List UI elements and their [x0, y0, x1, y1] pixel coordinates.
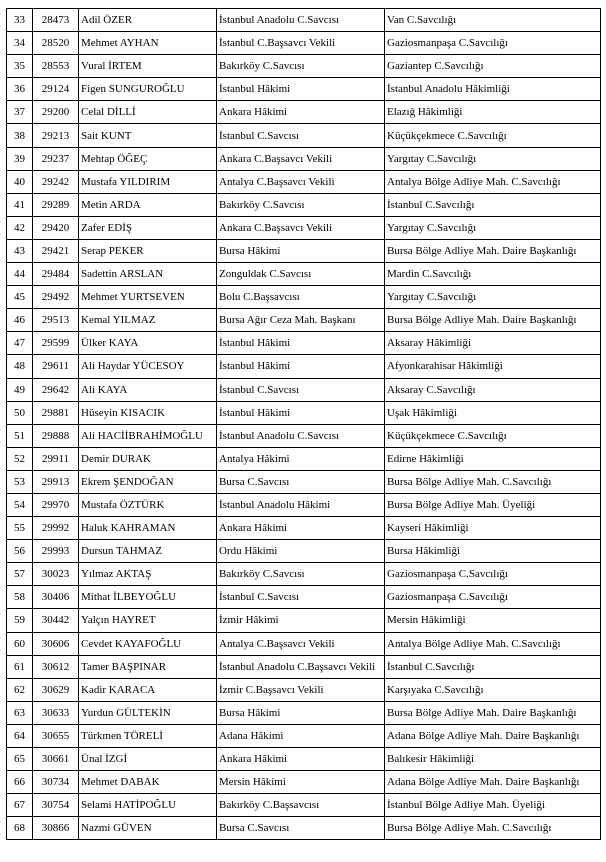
- person-name: Metin ARDA: [79, 193, 217, 216]
- current-position: Bursa Ağır Ceza Mah. Başkanı: [217, 309, 385, 332]
- row-number: 43: [7, 239, 33, 262]
- table-row: [7, 447, 601, 470]
- current-position: Bakırköy C.Savcısı: [217, 563, 385, 586]
- table-row: [7, 724, 601, 747]
- person-name: Ülker KAYA: [79, 332, 217, 355]
- row-number: 34: [7, 32, 33, 55]
- new-position: Antalya Bölge Adliye Mah. C.Savcılığı: [385, 632, 601, 655]
- person-name: Figen SUNGUROĞLU: [79, 78, 217, 101]
- person-name: Yalçın HAYRET: [79, 609, 217, 632]
- person-name: Mehmet AYHAN: [79, 32, 217, 55]
- new-position: Elazığ Hâkimliği: [385, 101, 601, 124]
- current-position: İstanbul C.Savcısı: [217, 586, 385, 609]
- new-position: İstanbul Anadolu Hâkimliği: [385, 78, 601, 101]
- table-row: [7, 401, 601, 424]
- current-position: Bursa C.Savcısı: [217, 817, 385, 840]
- person-name: Mithat İLBEYOĞLU: [79, 586, 217, 609]
- current-position: Mersin Hâkimi: [217, 771, 385, 794]
- appointment-table: [6, 8, 601, 840]
- person-name: Yılmaz AKTAŞ: [79, 563, 217, 586]
- current-position: İstanbul Hâkimi: [217, 355, 385, 378]
- current-position: Adana Hâkimi: [217, 724, 385, 747]
- person-name: Zafer EDİŞ: [79, 216, 217, 239]
- person-name: Celal DİLLİ: [79, 101, 217, 124]
- new-position: İstanbul C.Savcılığı: [385, 193, 601, 216]
- table-row: [7, 78, 601, 101]
- new-position: Küçükçekmece C.Savcılığı: [385, 424, 601, 447]
- new-position: Bursa Bölge Adliye Mah. Daire Başkanlığı: [385, 701, 601, 724]
- current-position: İstanbul Hâkimi: [217, 332, 385, 355]
- current-position: İstanbul Anadolu C.Savcısı: [217, 424, 385, 447]
- person-name: Mustafa ÖZTÜRK: [79, 493, 217, 516]
- new-position: Balıkesir Hâkimliği: [385, 748, 601, 771]
- new-position: Bursa Bölge Adliye Mah. C.Savcılığı: [385, 470, 601, 493]
- current-position: Ordu Hâkimi: [217, 540, 385, 563]
- row-number: 62: [7, 678, 33, 701]
- current-position: İstanbul Anadolu C.Başsavcı Vekili: [217, 655, 385, 678]
- row-number: 44: [7, 263, 33, 286]
- table-row: [7, 609, 601, 632]
- registry-number: 29599: [33, 332, 79, 355]
- person-name: Türkmen TÖRELİ: [79, 724, 217, 747]
- current-position: Bursa C.Savcısı: [217, 470, 385, 493]
- person-name: Cevdet KAYAFOĞLU: [79, 632, 217, 655]
- registry-number: 30629: [33, 678, 79, 701]
- new-position: Yargıtay C.Savcılığı: [385, 286, 601, 309]
- row-number: 48: [7, 355, 33, 378]
- row-number: 56: [7, 540, 33, 563]
- row-number: 68: [7, 817, 33, 840]
- registry-number: 30661: [33, 748, 79, 771]
- row-number: 50: [7, 401, 33, 424]
- row-number: 37: [7, 101, 33, 124]
- registry-number: 29911: [33, 447, 79, 470]
- table-row: [7, 678, 601, 701]
- new-position: Karşıyaka C.Savcılığı: [385, 678, 601, 701]
- registry-number: 29213: [33, 124, 79, 147]
- person-name: Ali HACİİBRAHİMOĞLU: [79, 424, 217, 447]
- row-number: 67: [7, 794, 33, 817]
- registry-number: 29513: [33, 309, 79, 332]
- person-name: Tamer BAŞPINAR: [79, 655, 217, 678]
- new-position: Adana Bölge Adliye Mah. Daire Başkanlığı: [385, 771, 601, 794]
- table-row: [7, 493, 601, 516]
- new-position: Antalya Bölge Adliye Mah. C.Savcılığı: [385, 170, 601, 193]
- new-position: Bursa Bölge Adliye Mah. Üyeliği: [385, 493, 601, 516]
- row-number: 42: [7, 216, 33, 239]
- row-number: 49: [7, 378, 33, 401]
- table-row: [7, 101, 601, 124]
- new-position: Adana Bölge Adliye Mah. Daire Başkanlığı: [385, 724, 601, 747]
- table-row: [7, 32, 601, 55]
- registry-number: 29881: [33, 401, 79, 424]
- row-number: 65: [7, 748, 33, 771]
- registry-number: 30406: [33, 586, 79, 609]
- row-number: 38: [7, 124, 33, 147]
- row-number: 39: [7, 147, 33, 170]
- table-body: [7, 9, 601, 840]
- row-number: 52: [7, 447, 33, 470]
- new-position: İstanbul Bölge Adliye Mah. Üyeliği: [385, 794, 601, 817]
- row-number: 60: [7, 632, 33, 655]
- row-number: 35: [7, 55, 33, 78]
- new-position: Bursa Hâkimliği: [385, 540, 601, 563]
- registry-number: 30023: [33, 563, 79, 586]
- person-name: Sadettin ARSLAN: [79, 263, 217, 286]
- registry-number: 28520: [33, 32, 79, 55]
- row-number: 41: [7, 193, 33, 216]
- table-row: [7, 655, 601, 678]
- row-number: 53: [7, 470, 33, 493]
- new-position: Gaziosmanpaşa C.Savcılığı: [385, 586, 601, 609]
- current-position: Ankara C.Başsavcı Vekili: [217, 147, 385, 170]
- table-row: [7, 309, 601, 332]
- row-number: 59: [7, 609, 33, 632]
- person-name: Dursun TAHMAZ: [79, 540, 217, 563]
- current-position: Zonguldak C.Savcısı: [217, 263, 385, 286]
- current-position: İstanbul Anadolu Hâkimi: [217, 493, 385, 516]
- new-position: Küçükçekmece C.Savcılığı: [385, 124, 601, 147]
- person-name: Kadir KARACA: [79, 678, 217, 701]
- person-name: Mustafa YILDIRIM: [79, 170, 217, 193]
- table-row: [7, 378, 601, 401]
- table-row: [7, 263, 601, 286]
- row-number: 55: [7, 517, 33, 540]
- table-row: [7, 632, 601, 655]
- person-name: Serap PEKER: [79, 239, 217, 262]
- person-name: Ali Haydar YÜCESOY: [79, 355, 217, 378]
- row-number: 54: [7, 493, 33, 516]
- registry-number: 30754: [33, 794, 79, 817]
- current-position: İzmir Hâkimi: [217, 609, 385, 632]
- row-number: 40: [7, 170, 33, 193]
- registry-number: 30633: [33, 701, 79, 724]
- table-row: [7, 470, 601, 493]
- registry-number: 29992: [33, 517, 79, 540]
- new-position: Bursa Bölge Adliye Mah. Daire Başkanlığı: [385, 309, 601, 332]
- table-row: [7, 147, 601, 170]
- row-number: 36: [7, 78, 33, 101]
- person-name: Sait KUNT: [79, 124, 217, 147]
- person-name: Vural İRTEM: [79, 55, 217, 78]
- table-row: [7, 748, 601, 771]
- registry-number: 29242: [33, 170, 79, 193]
- new-position: Gaziosmanpaşa C.Savcılığı: [385, 32, 601, 55]
- table-row: [7, 170, 601, 193]
- table-row: [7, 817, 601, 840]
- row-number: 46: [7, 309, 33, 332]
- current-position: Antalya C.Başsavcı Vekili: [217, 632, 385, 655]
- new-position: Afyonkarahisar Hâkimliği: [385, 355, 601, 378]
- current-position: İstanbul Anadolu C.Savcısı: [217, 9, 385, 32]
- current-position: İstanbul Hâkimi: [217, 78, 385, 101]
- row-number: 64: [7, 724, 33, 747]
- registry-number: 29237: [33, 147, 79, 170]
- row-number: 61: [7, 655, 33, 678]
- current-position: Bursa Hâkimi: [217, 239, 385, 262]
- new-position: Bursa Bölge Adliye Mah. C.Savcılığı: [385, 817, 601, 840]
- table-row: [7, 701, 601, 724]
- person-name: Demir DURAK: [79, 447, 217, 470]
- table-row: [7, 517, 601, 540]
- table-row: [7, 586, 601, 609]
- current-position: İstanbul Hâkimi: [217, 401, 385, 424]
- current-position: İstanbul C.Savcısı: [217, 124, 385, 147]
- person-name: Yurdun GÜLTEKİN: [79, 701, 217, 724]
- registry-number: 30612: [33, 655, 79, 678]
- new-position: İstanbul C.Savcılığı: [385, 655, 601, 678]
- person-name: Kemal YILMAZ: [79, 309, 217, 332]
- table-row: [7, 239, 601, 262]
- current-position: İstanbul C.Başsavcı Vekili: [217, 32, 385, 55]
- current-position: Ankara Hâkimi: [217, 101, 385, 124]
- table-row: [7, 286, 601, 309]
- person-name: Mehtap ÖĞEÇ: [79, 147, 217, 170]
- table-row: [7, 193, 601, 216]
- current-position: Bakırköy C.Savcısı: [217, 55, 385, 78]
- new-position: Edirne Hâkimliği: [385, 447, 601, 470]
- registry-number: 29289: [33, 193, 79, 216]
- new-position: Aksaray C.Savcılığı: [385, 378, 601, 401]
- registry-number: 29642: [33, 378, 79, 401]
- row-number: 66: [7, 771, 33, 794]
- new-position: Gaziosmanpaşa C.Savcılığı: [385, 563, 601, 586]
- row-number: 57: [7, 563, 33, 586]
- row-number: 33: [7, 9, 33, 32]
- current-position: Antalya Hâkimi: [217, 447, 385, 470]
- new-position: Bursa Bölge Adliye Mah. Daire Başkanlığı: [385, 239, 601, 262]
- row-number: 58: [7, 586, 33, 609]
- current-position: Ankara C.Başsavcı Vekili: [217, 216, 385, 239]
- current-position: İzmir C.Başsavcı Vekili: [217, 678, 385, 701]
- current-position: Ankara Hâkimi: [217, 748, 385, 771]
- registry-number: 29124: [33, 78, 79, 101]
- registry-number: 29484: [33, 263, 79, 286]
- person-name: Nazmi GÜVEN: [79, 817, 217, 840]
- registry-number: 29993: [33, 540, 79, 563]
- table-row: [7, 540, 601, 563]
- person-name: Mehmet YURTSEVEN: [79, 286, 217, 309]
- row-number: 63: [7, 701, 33, 724]
- table-row: [7, 771, 601, 794]
- new-position: Mardin C.Savcılığı: [385, 263, 601, 286]
- new-position: Yargıtay C.Savcılığı: [385, 147, 601, 170]
- current-position: Bursa Hâkimi: [217, 701, 385, 724]
- registry-number: 30734: [33, 771, 79, 794]
- registry-number: 28473: [33, 9, 79, 32]
- registry-number: 30655: [33, 724, 79, 747]
- registry-number: 29420: [33, 216, 79, 239]
- current-position: İstanbul C.Savcısı: [217, 378, 385, 401]
- person-name: Ali KAYA: [79, 378, 217, 401]
- person-name: Ünal İZGİ: [79, 748, 217, 771]
- registry-number: 29421: [33, 239, 79, 262]
- current-position: Bakırköy C.Başsavcısı: [217, 794, 385, 817]
- current-position: Bakırköy C.Savcısı: [217, 193, 385, 216]
- table-row: [7, 216, 601, 239]
- table-row: [7, 55, 601, 78]
- person-name: Mehmet DABAK: [79, 771, 217, 794]
- table-row: [7, 563, 601, 586]
- person-name: Hüseyin KISACIK: [79, 401, 217, 424]
- registry-number: 30442: [33, 609, 79, 632]
- table-row: [7, 355, 601, 378]
- new-position: Van C.Savcılığı: [385, 9, 601, 32]
- new-position: Mersin Hâkimliği: [385, 609, 601, 632]
- row-number: 47: [7, 332, 33, 355]
- table-row: [7, 124, 601, 147]
- new-position: Kayseri Hâkimliği: [385, 517, 601, 540]
- new-position: Aksaray Hâkimliği: [385, 332, 601, 355]
- current-position: Ankara Hâkimi: [217, 517, 385, 540]
- new-position: Gaziantep C.Savcılığı: [385, 55, 601, 78]
- registry-number: 30606: [33, 632, 79, 655]
- current-position: Antalya C.Başsavcı Vekili: [217, 170, 385, 193]
- registry-number: 30866: [33, 817, 79, 840]
- new-position: Uşak Hâkimliği: [385, 401, 601, 424]
- person-name: Adil ÖZER: [79, 9, 217, 32]
- registry-number: 29970: [33, 493, 79, 516]
- person-name: Selami HATİPOĞLU: [79, 794, 217, 817]
- new-position: Yargıtay C.Savcılığı: [385, 216, 601, 239]
- registry-number: 29888: [33, 424, 79, 447]
- registry-number: 29492: [33, 286, 79, 309]
- registry-number: 29200: [33, 101, 79, 124]
- table-row: [7, 332, 601, 355]
- table-row: [7, 424, 601, 447]
- table-row: [7, 794, 601, 817]
- person-name: Ekrem ŞENDOĞAN: [79, 470, 217, 493]
- row-number: 45: [7, 286, 33, 309]
- registry-number: 29913: [33, 470, 79, 493]
- registry-number: 28553: [33, 55, 79, 78]
- registry-number: 29611: [33, 355, 79, 378]
- person-name: Haluk KAHRAMAN: [79, 517, 217, 540]
- table-row: [7, 9, 601, 32]
- current-position: Bolu C.Başsavcısı: [217, 286, 385, 309]
- row-number: 51: [7, 424, 33, 447]
